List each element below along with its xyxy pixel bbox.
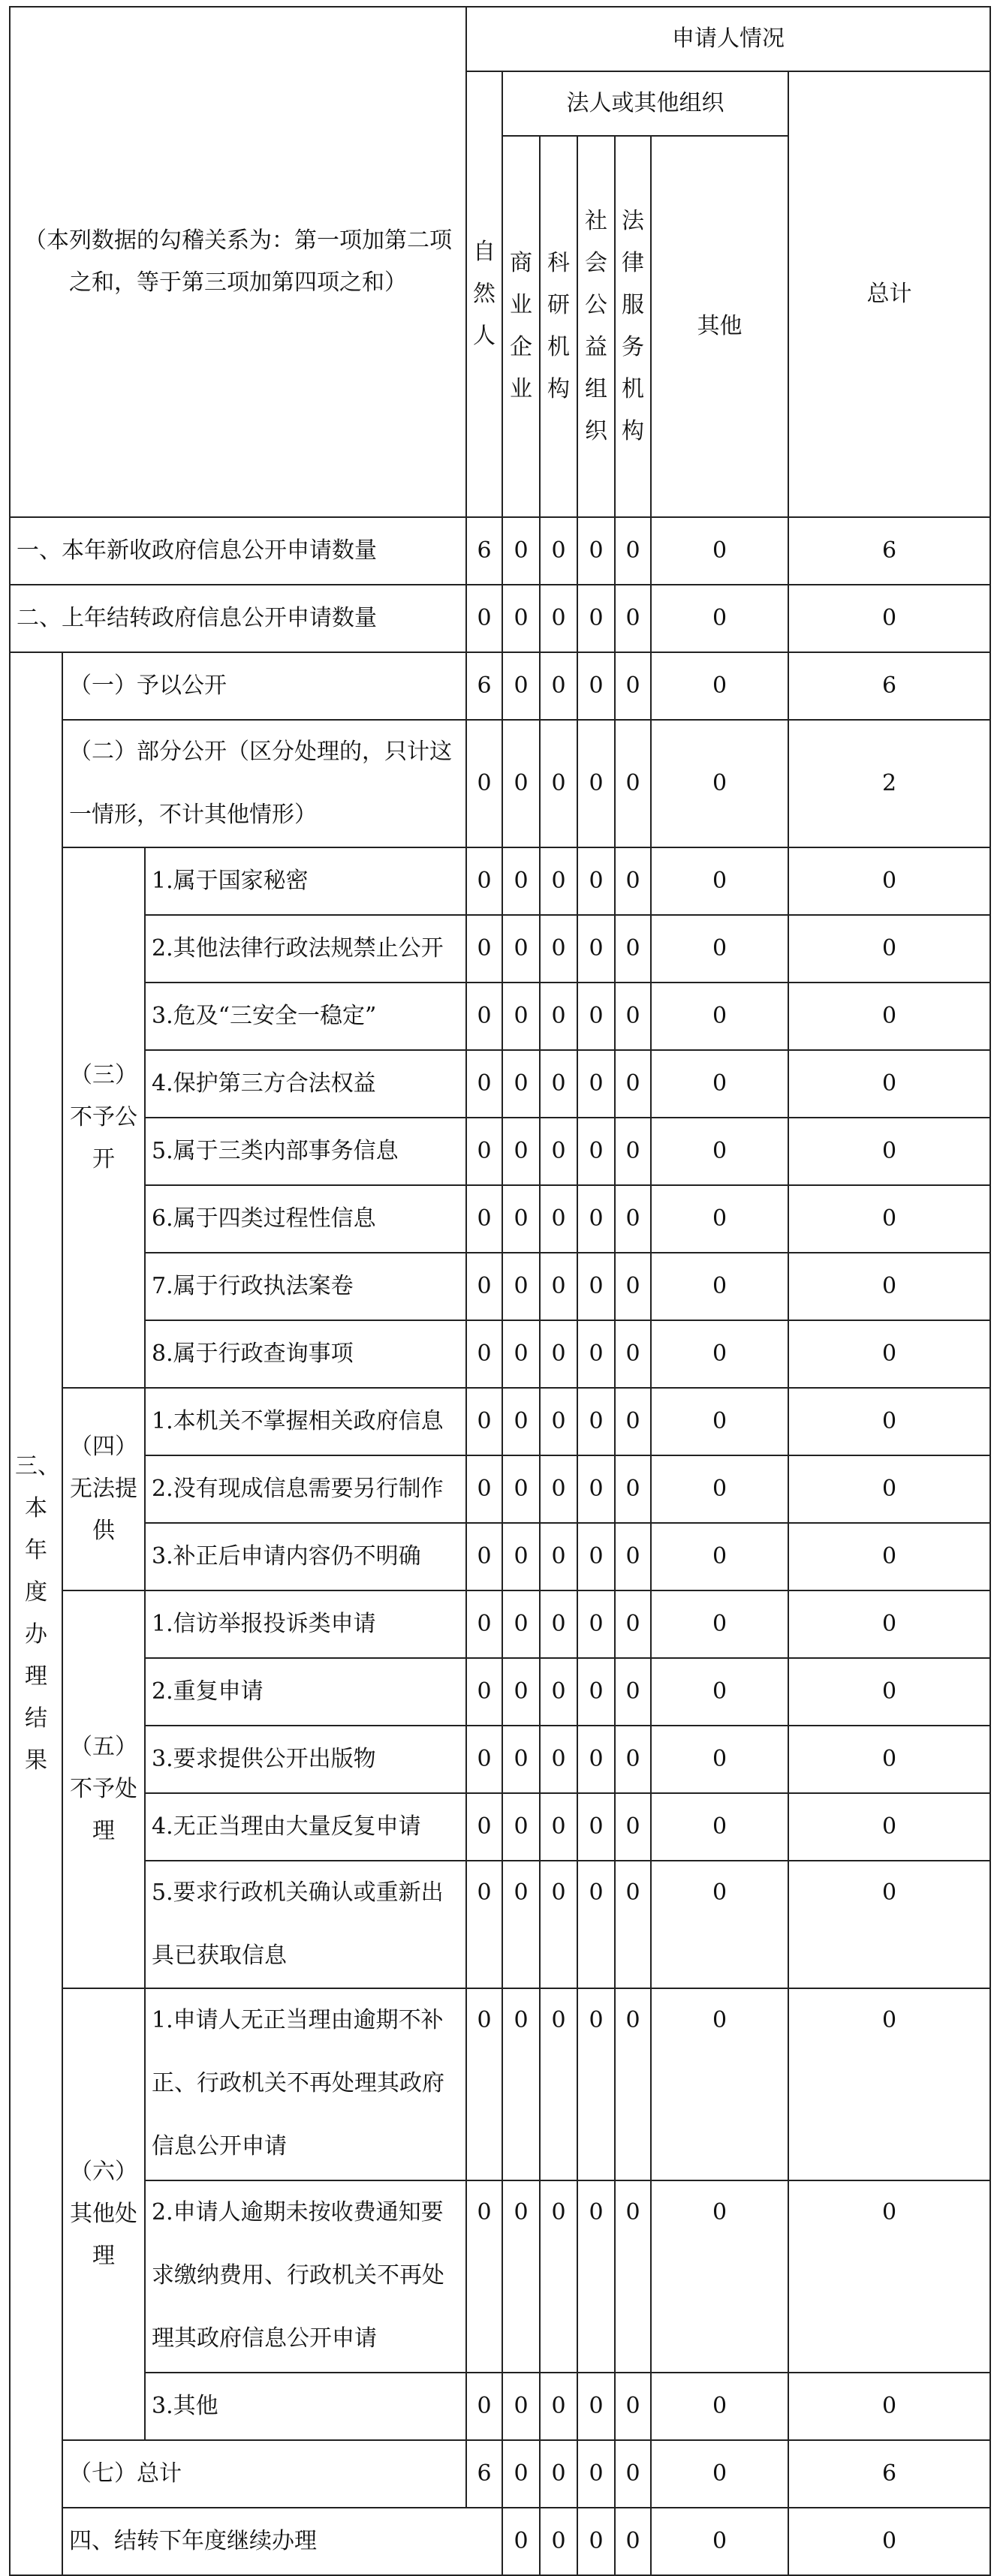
table-row: 3.危及“三安全一稳定” 0 0 0 0 0 0 0 bbox=[10, 983, 990, 1050]
table-row: 3.其他 0 0 0 0 0 0 0 bbox=[10, 2373, 990, 2440]
group-4-label: （四）无法提供 bbox=[62, 1388, 145, 1590]
table-row: （二）部分公开（区分处理的，只计这一情形，不计其他情形） 0 0 0 0 0 0 2 bbox=[10, 720, 990, 847]
table-row: 四、结转下年度继续办理 0 0 0 0 0 0 bbox=[10, 2508, 990, 2575]
header-social-welfare: 社会公益组织 bbox=[577, 136, 615, 517]
table-row: 2.重复申请 0 0 0 0 0 0 0 bbox=[10, 1658, 990, 1726]
table-row: （六）其他处理 1.申请人无正当理由逾期不补正、行政机关不再处理其政府信息公开申请 0 0 0 0 0 0 0 bbox=[10, 1988, 990, 2180]
table-row: 6.属于四类过程性信息 0 0 0 0 0 0 0 bbox=[10, 1185, 990, 1253]
table-row: 7.属于行政执法案卷 0 0 0 0 0 0 0 bbox=[10, 1253, 990, 1320]
table-row: 二、上年结转政府信息公开申请数量 0 0 0 0 0 0 0 bbox=[10, 585, 990, 652]
header-note: （本列数据的勾稽关系为：第一项加第二项之和，等于第三项加第四项之和） bbox=[10, 7, 466, 517]
table-row: 2.申请人逾期未按收费通知要求缴纳费用、行政机关不再处理其政府信息公开申请 0 0 0 0 0 0 0 bbox=[10, 2180, 990, 2373]
header-research: 科研机构 bbox=[540, 136, 577, 517]
table-row: 3.要求提供公开出版物 0 0 0 0 0 0 0 bbox=[10, 1726, 990, 1793]
header-natural-person: 自然人 bbox=[466, 71, 502, 517]
table-row: 三、本年度办理结果 （一）予以公开 6 0 0 0 0 0 6 bbox=[10, 652, 990, 720]
section-3-label: 三、本年度办理结果 bbox=[10, 652, 62, 2575]
table-row: 8.属于行政查询事项 0 0 0 0 0 0 0 bbox=[10, 1320, 990, 1388]
group-6-label: （六）其他处理 bbox=[62, 1988, 145, 2440]
header-other: 其他 bbox=[651, 136, 788, 517]
group-3-label: （三）不予公开 bbox=[62, 847, 145, 1388]
header-legal-service: 法律服务机构 bbox=[615, 136, 651, 517]
header-commercial: 商业企业 bbox=[502, 136, 540, 517]
table-row: 5.属于三类内部事务信息 0 0 0 0 0 0 0 bbox=[10, 1118, 990, 1185]
table-row: 一、本年新收政府信息公开申请数量 6 0 0 0 0 0 6 bbox=[10, 517, 990, 585]
table-row: 2.其他法律行政法规禁止公开 0 0 0 0 0 0 0 bbox=[10, 915, 990, 983]
table-row: （三）不予公开 1.属于国家秘密 0 0 0 0 0 0 0 bbox=[10, 847, 990, 915]
header-total: 总计 bbox=[788, 71, 990, 517]
header-legal-orgs: 法人或其他组织 bbox=[502, 71, 788, 136]
table-row: （七）总计 6 0 0 0 0 0 6 bbox=[10, 2440, 990, 2508]
table-row: （四）无法提供 1.本机关不掌握相关政府信息 0 0 0 0 0 0 0 bbox=[10, 1388, 990, 1455]
table-row: 4.保护第三方合法权益 0 0 0 0 0 0 0 bbox=[10, 1050, 990, 1118]
disclosure-statistics-table bbox=[9, 6, 991, 2576]
table-row: 4.无正当理由大量反复申请 0 0 0 0 0 0 0 bbox=[10, 1793, 990, 1861]
table-row: 2.没有现成信息需要另行制作 0 0 0 0 0 0 0 bbox=[10, 1455, 990, 1523]
table-row: （五）不予处理 1.信访举报投诉类申请 0 0 0 0 0 0 0 bbox=[10, 1590, 990, 1658]
group-5-label: （五）不予处理 bbox=[62, 1590, 145, 1988]
table-row: 3.补正后申请内容仍不明确 0 0 0 0 0 0 0 bbox=[10, 1523, 990, 1590]
table-row: 5.要求行政机关确认或重新出具已获取信息 0 0 0 0 0 0 0 bbox=[10, 1861, 990, 1988]
header-applicant-info: 申请人情况 bbox=[466, 7, 990, 71]
